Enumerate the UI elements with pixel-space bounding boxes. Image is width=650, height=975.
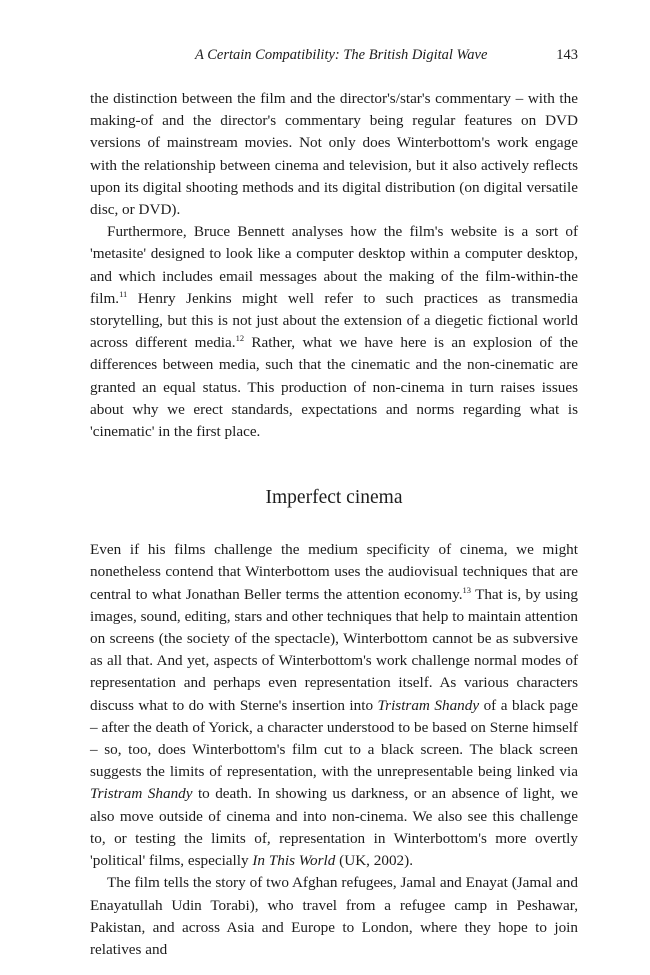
running-title: A Certain Compatibility: The British Digital Wave bbox=[195, 47, 488, 63]
footnote-marker-13[interactable]: 13 bbox=[462, 584, 471, 595]
paragraph-text: Furthermore, Bruce Bennett analyses how the film's website is a sort of 'metasite' designed to look like a computer desktop within a computer desktop, and which includes email messages about the making of the film-within-the film. bbox=[90, 223, 578, 307]
work-title-italic: Tristram Shandy bbox=[377, 696, 480, 714]
paragraph-text: Henry Jenkins might well refer to such practices as transmedia storytelling, but this is not just about the extension of a diegetic fictional world across different media. bbox=[90, 289, 578, 352]
paragraph-bennett-metasite bbox=[90, 221, 578, 443]
paragraph-text: (UK, 2002). bbox=[335, 852, 413, 870]
work-title-italic: In This World bbox=[252, 852, 336, 870]
paragraph-imperfect-cinema bbox=[90, 539, 578, 872]
footnote-marker-11[interactable]: 11 bbox=[119, 288, 128, 299]
section-heading: Imperfect cinema bbox=[265, 487, 403, 509]
paragraph-text: Rather, what we have here is an explosion of the differences between media, such that the cinematic and the non-cinematic are granted an equal status. This production of non-cinema in turn raises issues about why we erect standards, expectations and norms regarding what is 'cinematic' in the first place. bbox=[90, 334, 579, 441]
paragraph-text: That is, by using images, sound, editing, stars and other techniques that help to maintain attention on screens (the society of the spectacle), Winterbottom cannot be as subversive as all that. And yet, aspects of Winterbottom's work challenge normal modes of representation and perhaps even representation itself. As various characters discuss what to do with Sterne's insertion into bbox=[90, 585, 578, 714]
work-title-italic: Tristram Shandy bbox=[90, 785, 193, 803]
page-number: 143 bbox=[556, 47, 578, 63]
paragraph-text: of a black page – after the death of Yorick, a character understood to be based on Sterne himself – so, too, does Winterbottom's film cut to a black screen. The black screen suggests the limits of representation, with the unrepresentable being linked via bbox=[90, 696, 579, 781]
paragraph-film-story: The film tells the story of two Afghan refugees, Jamal and Enayat (Jamal and Enayatullah Udin Torabi), who travel from a refugee camp in Peshawar, Pakistan, and across Asia and Europe to London, where they hope to join relatives and bbox=[90, 874, 578, 958]
paragraph-continuation: the distinction between the film and the director's/star's commentary – with the making-of and the director's commentary being regular features on DVD versions of mainstream movies. Not only does Winterbottom's work engage with the relationship between cinema and television, but it also actively reflects upon its digital shooting methods and its digital distribution (on digital versatile disc, or DVD). bbox=[90, 90, 578, 219]
paragraph-text: Even if his films challenge the medium specificity of cinema, we might nonetheless contend that Winterbottom uses the audiovisual techniques that are central to what Jonathan Beller terms the attention economy. bbox=[90, 541, 578, 603]
paragraph-text: to death. In showing us darkness, or an absence of light, we also move outside of cinema and into non-cinema. We also see this challenge to, or testing the limits of, representation in Winterbottom's more overtly 'political' films, especially bbox=[90, 785, 578, 870]
page-body bbox=[90, 88, 578, 961]
footnote-marker-12[interactable]: 12 bbox=[235, 333, 245, 344]
